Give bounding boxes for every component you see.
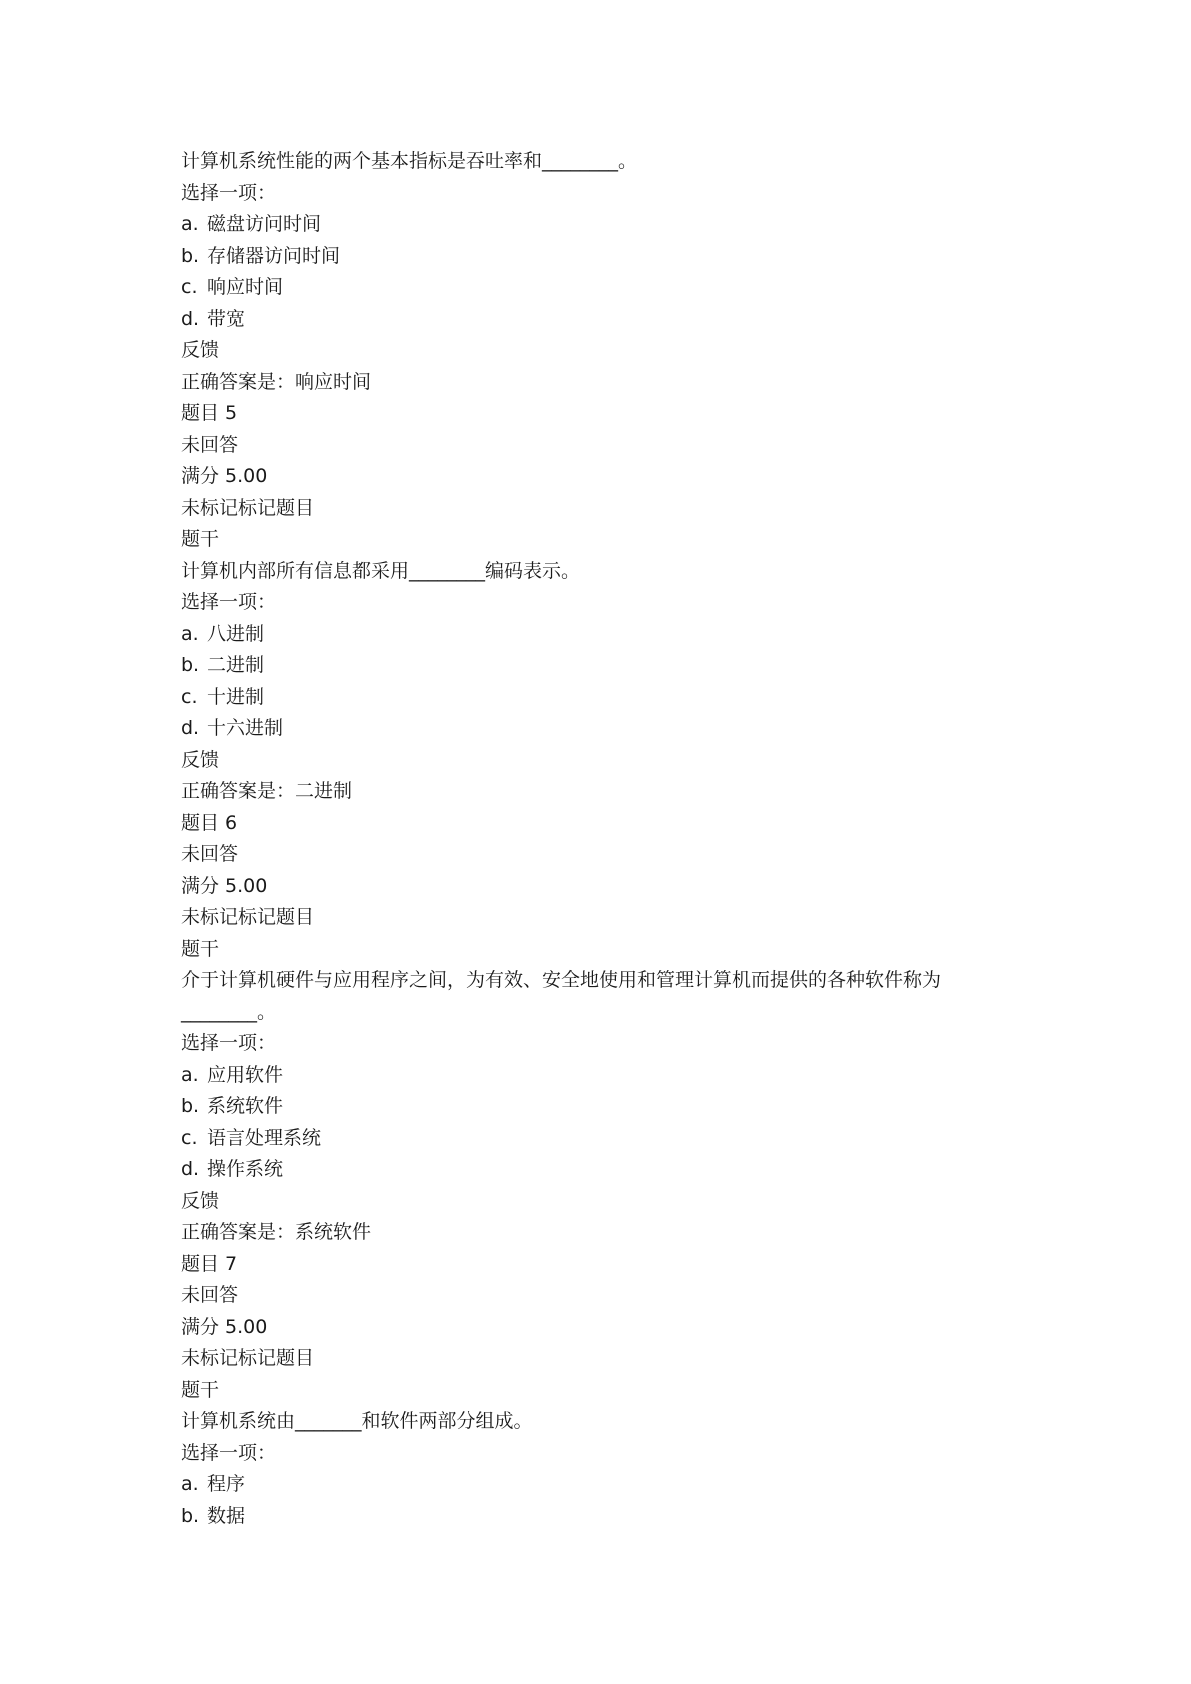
option-text: 存储器访问时间 (207, 244, 341, 267)
option-text: 带宽 (207, 307, 246, 330)
question-status: 未回答 (181, 433, 239, 456)
option-c (181, 272, 1041, 304)
question-stem-line-2: ________。 (181, 1000, 277, 1023)
option-letter: a. (181, 213, 199, 235)
option-letter: a. (181, 1473, 199, 1495)
option-a (181, 209, 1041, 241)
question-stem: 计算机内部所有信息都采用________编码表示。 (181, 559, 581, 582)
option-letter: a. (181, 1063, 199, 1086)
option-d (181, 1154, 1041, 1186)
option-letter: c. (181, 685, 198, 708)
choose-prompt: 选择一项： (181, 1032, 277, 1054)
option-d (181, 713, 1041, 745)
option-letter: c. (181, 276, 198, 298)
question-number: 题目 5 (181, 402, 238, 424)
correct-answer: 正确答案是：响应时间 (181, 370, 372, 393)
question-stem-line-1: 介于计算机硬件与应用程序之间，为有效、安全地使用和管理计算机而提供的各种软件称为 (181, 969, 942, 991)
choose-prompt: 选择一项： (181, 1441, 277, 1464)
option-b (181, 1091, 1041, 1123)
feedback-label: 反馈 (181, 339, 220, 361)
document-content (181, 146, 1041, 1532)
flag-question: 未标记标记题目 (181, 906, 315, 928)
option-letter: d. (181, 307, 200, 330)
correct-answer: 正确答案是：系统软件 (181, 1221, 372, 1243)
option-text: 磁盘访问时间 (207, 213, 322, 235)
question-stem: 计算机系统性能的两个基本指标是吞吐率和________。 (181, 150, 638, 172)
option-a (181, 1469, 1041, 1501)
option-letter: b. (181, 1504, 200, 1527)
stem-label: 题干 (181, 528, 220, 550)
option-letter: d. (181, 717, 200, 739)
option-text: 响应时间 (207, 276, 284, 298)
flag-question: 未标记标记题目 (181, 496, 315, 519)
flag-question: 未标记标记题目 (181, 1347, 315, 1369)
question-number: 题目 7 (181, 1252, 238, 1275)
option-a (181, 619, 1041, 651)
option-d (181, 304, 1041, 336)
option-text: 数据 (207, 1504, 246, 1527)
choose-prompt: 选择一项： (181, 181, 277, 204)
option-text: 操作系统 (207, 1158, 284, 1180)
option-text: 系统软件 (207, 1095, 284, 1117)
feedback-label: 反馈 (181, 748, 220, 771)
option-text: 十六进制 (207, 717, 284, 739)
question-score: 满分 5.00 (181, 874, 268, 897)
option-b (181, 1501, 1041, 1533)
option-letter: d. (181, 1158, 200, 1180)
question-score: 满分 5.00 (181, 1315, 268, 1338)
option-letter: b. (181, 1095, 200, 1117)
option-letter: b. (181, 244, 200, 267)
option-a (181, 1060, 1041, 1092)
option-text: 程序 (207, 1473, 246, 1495)
option-text: 应用软件 (207, 1063, 284, 1086)
stem-label: 题干 (181, 1378, 220, 1401)
option-text: 十进制 (207, 685, 265, 708)
option-text: 八进制 (207, 622, 265, 645)
stem-label: 题干 (181, 937, 220, 960)
feedback-label: 反馈 (181, 1189, 220, 1212)
option-c (181, 682, 1041, 714)
question-status: 未回答 (181, 1284, 239, 1306)
question-score: 满分 5.00 (181, 465, 268, 487)
option-b (181, 241, 1041, 273)
choose-prompt: 选择一项： (181, 591, 277, 613)
option-text: 二进制 (207, 654, 265, 676)
option-letter: c. (181, 1126, 198, 1149)
question-stem: 计算机系统由_______和软件两部分组成。 (181, 1410, 533, 1432)
option-text: 语言处理系统 (207, 1126, 322, 1149)
option-letter: a. (181, 622, 199, 645)
option-letter: b. (181, 654, 200, 676)
question-number: 题目 6 (181, 811, 238, 834)
correct-answer: 正确答案是：二进制 (181, 780, 353, 802)
option-c (181, 1123, 1041, 1155)
option-b (181, 650, 1041, 682)
question-status: 未回答 (181, 843, 239, 865)
